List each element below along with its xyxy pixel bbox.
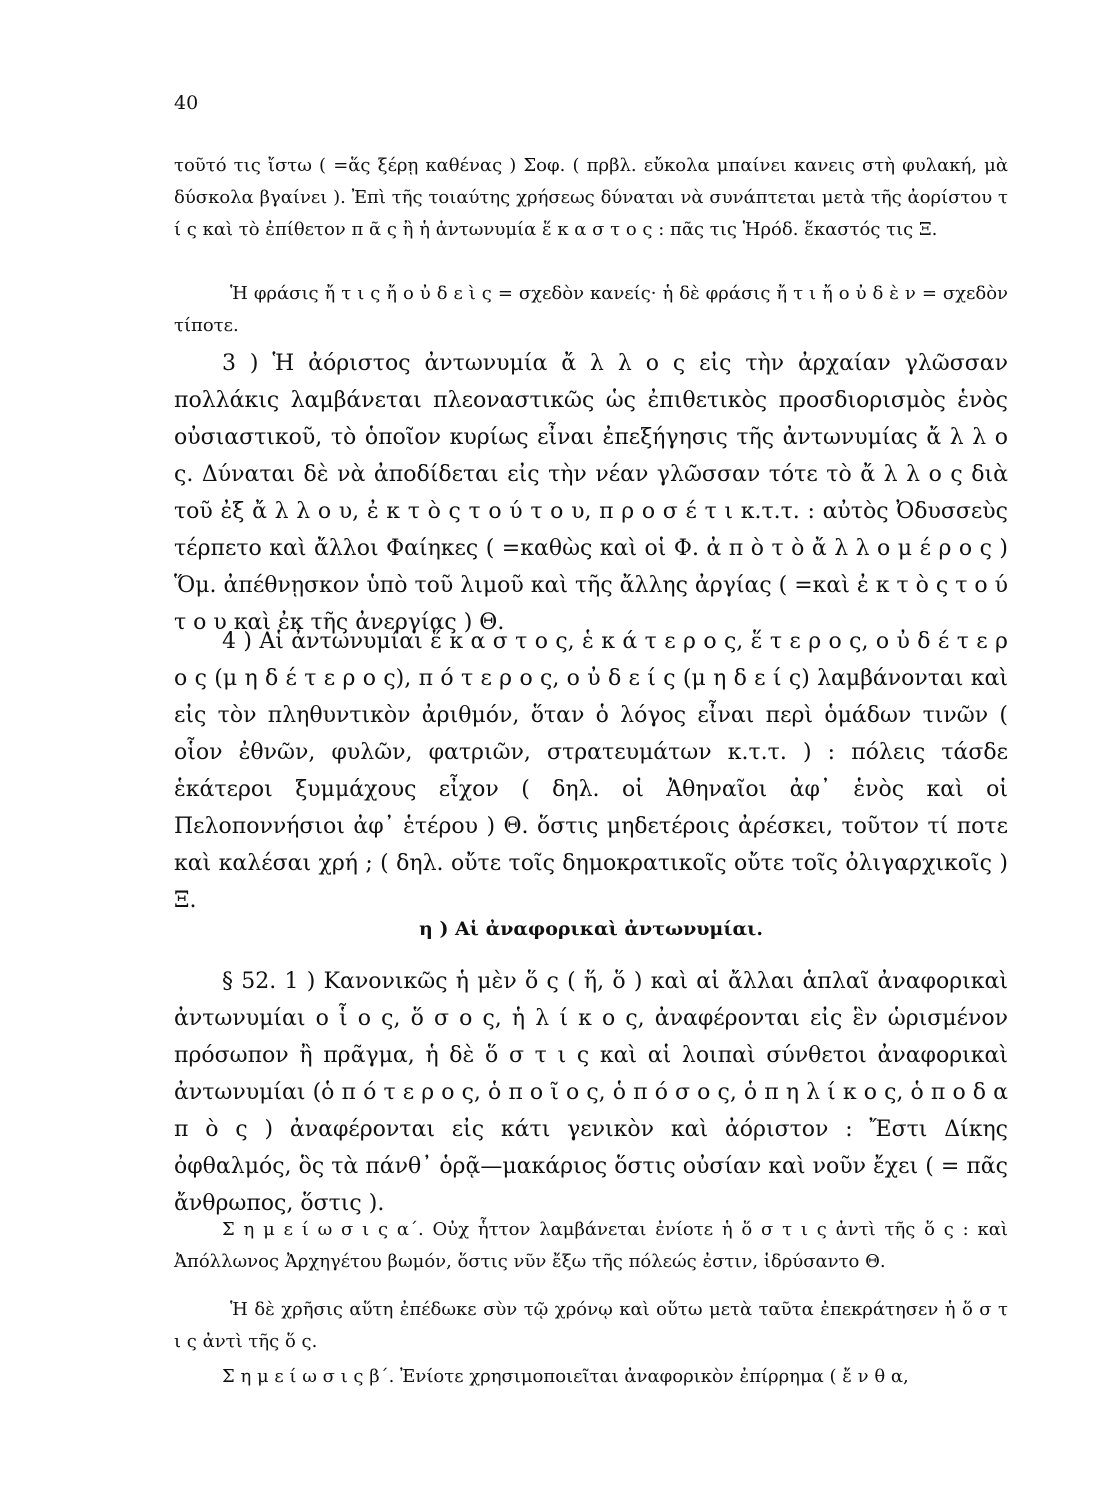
note-beta: Σ η μ ε ί ω σ ι ς β΄. Ἐνίοτε χρησιμοποιεῖται ἀναφορικὸν ἐπίρρημα ( ἔ ν θ α, (222, 1366, 909, 1387)
paragraph-section-52: § 52. 1 ) Κανονικῶς ἡ μὲν ὅ ς ( ἥ, ὅ ) καὶ αἱ ἄλλαι ἁπλαῖ ἀναφορικαὶ ἀντωνυμίαι ο ἷ ο ς, ὅ σ ο ς, ἡ λ ί κ ο ς, ἀναφέρονται εἰς ἓν ὡρισμένον πρόσωπον ἢ πρᾶγμα, ἡ δὲ ὅ σ τ ι ς καὶ αἱ λοιπαὶ σύνθετοι ἀναφορικαὶ ἀντωνυμίαι (ὁ π ό τ ε ρ ο ς, ὁ π ο ῖ ο ς, ὁ π ό σ ο ς, ὁ π η λ ί κ ο ς, ὁ π ο δ α π ὸ ς ) ἀναφέρονται εἰς κάτι γενικὸν καὶ ἀόριστον : Ἔστι Δίκης ὀφθαλμός, ὃς τὰ πάνθ᾽ ὁρᾷ—μακάριος ὅστις οὐσίαν καὶ νοῦν ἔχει ( = πᾶς ἄνθρωπος, ὅστις ). (174, 969, 1008, 1216)
note-alpha: Σ η μ ε ί ω σ ι ς α΄. Οὐχ ἧττον λαμβάνεται ἐνίοτε ἡ ὅ σ τ ι ς ἀντὶ τῆς ὅ ς : καὶ Ἀπόλλωνος Ἀρχηγέτου βωμόν, ὅστις νῦν ἔξω τῆς πόλεώς ἐστιν, ἱδρύσαντο Θ. (174, 1219, 1008, 1272)
paragraph-phrase-tis: Ἡ φράσις ἤ τ ι ς ἤ ο ὐ δ ε ὶ ς = σχεδὸν κανείς· ἡ δὲ φράσις ἤ τ ι ἤ ο ὐ δ ὲ ν = σχεδὸν τίποτε. (174, 283, 1008, 336)
paragraph-allos: 3 ) Ἡ ἀόριστος ἀντωνυμία ἄ λ λ ο ς εἰς τὴν ἀρχαίαν γλῶσσαν πολλάκις λαμβάνεται πλεοναστικῶς ὡς ἐπιθετικὸς προσδιορισμὸς ἑνὸς οὐσιαστικοῦ, τὸ ὁποῖον κυρίως εἶναι ἐπεξήγησις τῆς ἀντωνυμίας ἄ λ λ ο ς. Δύναται δὲ νὰ ἀποδίδεται εἰς τὴν νέαν γλῶσσαν τότε τὸ ἄ λ λ ο ς διὰ τοῦ ἐξ ἄ λ λ ο υ, ἐ κ τ ὸ ς τ ο ύ τ ο υ, π ρ ο σ έ τ ι κ.τ.τ. : αὐτὸς Ὀδυσσεὺς τέρπετο καὶ ἄλλοι Φαίηκες ( =καθὼς καὶ οἱ Φ. ἀ π ὸ τ ὸ ἄ λ λ ο μ έ ρ ο ς ) Ὅμ. ἀπέθνῃσκον ὑπὸ τοῦ λιμοῦ καὶ τῆς ἄλλης ἀργίας ( =καὶ ἐ κ τ ὸ ς τ ο ύ τ ο υ καὶ ἐκ τῆς ἀνεργίας ) Θ. (174, 351, 1008, 635)
paragraph-intro: τοῦτό τις ἴστω ( =ἅς ξέρῃ καθένας ) Σοφ. ( πρβλ. εὔκολα μπαίνει κανεις στὴ φυλακή, μὰ δύσκολα βγαίνει ). Ἐπὶ τῆς τοιαύτης χρήσεως δύναται νὰ συνάπτεται μετὰ τῆς ἀορίστου τ ί ς καὶ τὸ ἐπίθετον π ᾶ ς ἢ ἡ ἀντωνυμία ἕ κ α σ τ ο ς : πᾶς τις Ἡρόδ. ἕκαστός τις Ξ. (174, 155, 1008, 240)
page-number: 40 (174, 92, 199, 114)
paragraph-plural-pronouns: 4 ) Αἱ ἀντωνυμίαι ἕ κ α σ τ ο ς, ἑ κ ά τ ε ρ ο ς, ἕ τ ε ρ ο ς, ο ὐ δ έ τ ε ρ ο ς (μ η δ έ τ ε ρ ο ς), π ό τ ε ρ ο ς, ο ὐ δ ε ί ς (μ η δ ε ί ς) λαμβάνονται καὶ εἰς τὸν πληθυντικὸν ἀριθμόν, ὅταν ὁ λόγος εἶναι περὶ ὁμάδων τινῶν ( οἷον ἐθνῶν, φυλῶν, φατριῶν, στρατευμάτων κ.τ.τ. ) : πόλεις τάσδε ἑκάτεροι ξυμμάχους εἶχον ( δηλ. οἱ Ἀθηναῖοι ἀφ᾽ ἑνὸς καὶ οἱ Πελοποννήσιοι ἀφ᾽ ἑτέρου ) Θ. ὅστις μηδετέροις ἀρέσκει, τοῦτον τί ποτε καὶ καλέσαι χρή ; ( δηλ. οὔτε τοῖς δημοκρατικοῖς οὔτε τοῖς ὀλιγαρχικοῖς ) Ξ. (174, 629, 1008, 913)
section-heading-relative-pronouns: η ) Αἱ ἀναφορικαὶ ἀντωνυμίαι. (419, 918, 763, 940)
note-alpha-continuation: Ἡ δὲ χρῆσις αὕτη ἐπέδωκε σὺν τῷ χρόνῳ καὶ οὕτω μετὰ ταῦτα ἐπεκράτησεν ἡ ὅ σ τ ι ς ἀντὶ τῆς ὅ ς. (174, 1299, 1008, 1352)
